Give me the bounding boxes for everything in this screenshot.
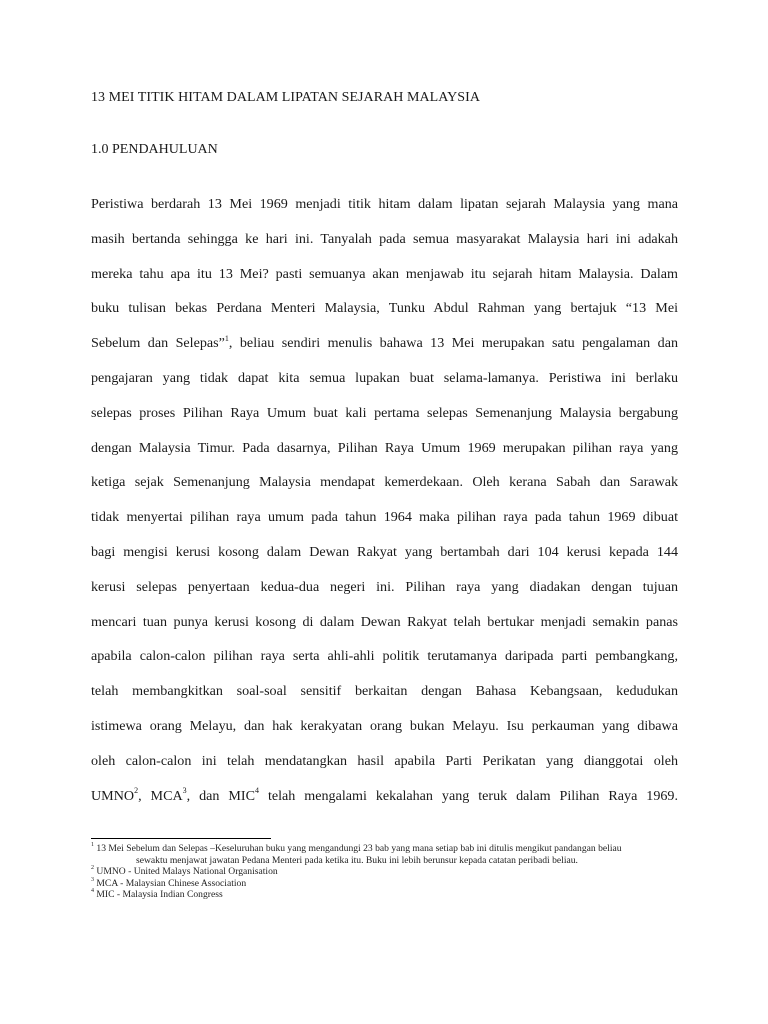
paragraph-line: telah membangkitkan soal-soal sensitif berkaitan dengan Bahasa Kebangsaan, kedudukan [91, 683, 678, 700]
paragraph-line: kerusi selepas penyertaan kedua-dua negeri ini. Pilihan raya yang diadakan dengan tujuan [91, 578, 678, 595]
footnote-ref-2[interactable]: 2 [134, 785, 139, 795]
paragraph-line: oleh calon-calon ini telah mendatangkan hasil apabila Parti Perikatan yang dianggotai oleh [91, 752, 678, 769]
footnote-text: MCA - Malaysian Chinese Association [94, 877, 247, 889]
footnote-divider [91, 838, 271, 839]
footnote-ref-4[interactable]: 4 [255, 785, 260, 795]
body-paragraph [91, 190, 678, 816]
footnote-text: UMNO - United Malays National Organisation [94, 866, 278, 878]
paragraph-line: mereka tahu apa itu 13 Mei? pasti semuanya akan menjawab itu sejarah hitam Malaysia. Dalam [91, 265, 678, 282]
footnote-ref-3[interactable]: 3 [182, 785, 187, 795]
line-text: , beliau sendiri menulis bahawa 13 Mei merupakan satu pengalaman dan [228, 335, 679, 352]
footnote-number: 4 [91, 888, 94, 895]
document-title: 13 MEI TITIK HITAM DALAM LIPATAN SEJARAH MALAYSIA [91, 90, 480, 105]
line-text: Sebelum dan Selepas” [91, 335, 225, 352]
footnote-text: 13 Mei Sebelum dan Selepas –Keseluruhan buku yang mengandungi 23 bab yang mana setiap bab ini ditulis mengikut pandangan beliau [94, 843, 622, 854]
paragraph-line: pengajaran yang tidak dapat kita semua lupakan buat selama-lamanya. Peristiwa ini berlaku [91, 369, 678, 386]
footnote-3 [91, 878, 691, 890]
paragraph-line: selepas proses Pilihan Raya Umum buat kali pertama selepas Semenanjung Malaysia bergabung [91, 404, 678, 421]
line-text: , MCA [138, 787, 183, 804]
footnote-4 [91, 889, 691, 901]
footnote-number: 1 [91, 841, 94, 848]
paragraph-line: apabila calon-calon pilihan raya serta ahli-ahli politik terutamanya daripada parti pembangkang, [91, 648, 678, 665]
line-text: UMNO [91, 787, 135, 804]
footnote-1 [91, 843, 691, 866]
footnote-2 [91, 866, 691, 878]
paragraph-line: istimewa orang Melayu, dan hak kerakyatan orang bukan Melayu. Isu perkauman yang dibawa [91, 717, 678, 734]
paragraph-line: dengan Malaysia Timur. Pada dasarnya, Pilihan Raya Umum 1969 merupakan pilihan raya yang [91, 439, 678, 456]
footnote-number: 2 [91, 865, 94, 871]
paragraph-line: Peristiwa berdarah 13 Mei 1969 menjadi titik hitam dalam lipatan sejarah Malaysia yang mana [91, 196, 678, 212]
line-text: , dan MIC [186, 787, 256, 804]
footnote-text: MIC - Malaysia Indian Congress [94, 889, 223, 901]
paragraph-line [91, 782, 678, 817]
footnotes [91, 843, 691, 901]
paragraph-line: mencari tuan punya kerusi kosong di dalam Dewan Rakyat telah bertukar menjadi semakin panas [91, 613, 678, 630]
line-text: telah mengalami kekalahan yang teruk dalam Pilihan Raya 1969. [259, 787, 678, 804]
section-heading: 1.0 PENDAHULUAN [91, 142, 218, 157]
footnote-ref-1[interactable]: 1 [224, 333, 229, 343]
paragraph-line: ketiga sejak Semenanjung Malaysia mendapat kemerdekaan. Oleh kerana Sabah dan Sarawak [91, 474, 678, 491]
paragraph-line: masih bertanda sehingga ke hari ini. Tanyalah pada semua masyarakat Malaysia hari ini adakah [91, 230, 678, 247]
paragraph-line: buku tulisan bekas Perdana Menteri Malaysia, Tunku Abdul Rahman yang bertajuk “13 Mei [91, 300, 678, 317]
paragraph-line: tidak menyertai pilihan raya umum pada tahun 1964 maka pilihan raya pada tahun 1969 dibuat [91, 509, 678, 526]
footnote-number: 3 [91, 876, 94, 883]
paragraph-line: bagi mengisi kerusi kosong dalam Dewan Rakyat yang bertambah dari 104 kerusi kepada 144 [91, 543, 678, 560]
paragraph-line [91, 329, 678, 364]
footnote-text-continued: sewaktu menjawat jawatan Pedana Menteri pada ketika itu. Buku ini lebih berunsur kepada catatan peribadi beliau. [136, 854, 578, 866]
